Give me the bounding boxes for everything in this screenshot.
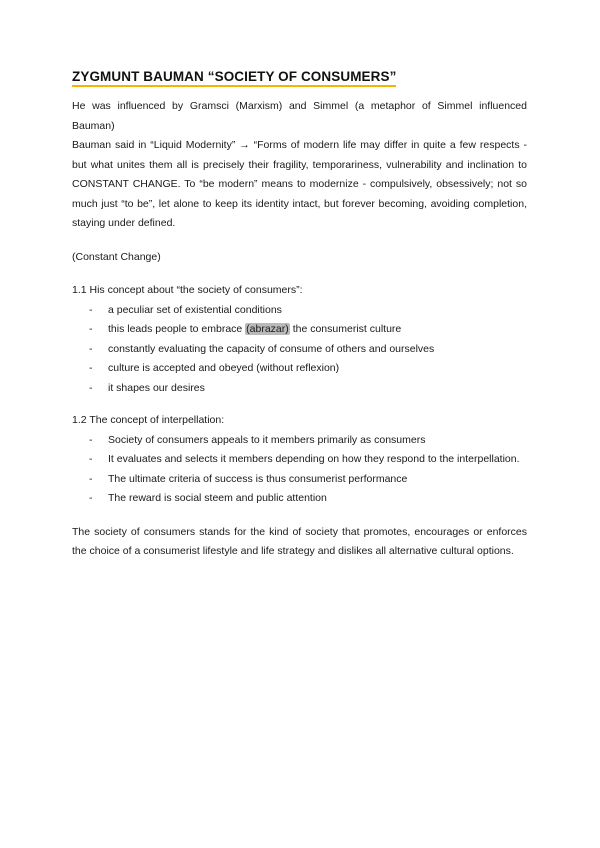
list-item: - it shapes our desires: [72, 379, 527, 399]
list-item: - The reward is social steem and public attention: [72, 489, 527, 509]
section-1-heading: 1.1 His concept about “the society of consumers”:: [72, 284, 303, 296]
list-item: - It evaluates and selects it members depending on how they respond to the interpellation.: [72, 450, 527, 470]
conclusion-paragraph: The society of consumers stands for the kind of society that promotes, encourages or enforces the choice of a consumerist lifestyle and life strategy and dislikes all alternative cultural options.: [72, 525, 527, 557]
dash-bullet: -: [89, 381, 93, 394]
dash-bullet: -: [89, 342, 93, 355]
liquid-modernity-quote: Bauman said in “Liquid Modernity” → “Forms of modern life may differ in quite a few respects - but what unites them all is precisely their fragility, temporariness, vulnerability and inclination to CONSTANT CHANGE. To “be modern” means to modernize - compulsively, obsessively; not so much just “to be”, let alone to keep its identity intact, but forever becoming, avoiding completion, staying under defined.: [72, 139, 527, 229]
list-item: - culture is accepted and obeyed (without reflexion): [72, 359, 527, 379]
highlighted-word: (abrazar): [246, 323, 289, 335]
document-content: [72, 68, 527, 562]
list-item: - constantly evaluating the capacity of consume of others and ourselves: [72, 340, 527, 360]
section-1-list: [72, 301, 527, 399]
dash-bullet: -: [89, 472, 93, 485]
page-title: ZYGMUNT BAUMAN “SOCIETY OF CONSUMERS”: [72, 69, 396, 87]
list-item: - this leads people to embrace (abrazar) the consumerist culture: [72, 320, 527, 340]
dash-bullet: -: [89, 453, 93, 465]
section-2-list: [72, 431, 527, 509]
influence-paragraph: He was influenced by Gramsci (Marxism) and Simmel (a metaphor of Simmel influenced Bauman): [72, 100, 527, 132]
list-item: - a peculiar set of existential conditions: [72, 301, 527, 321]
dash-bullet: -: [89, 323, 93, 335]
dash-bullet: -: [89, 362, 93, 374]
constant-change-note: (Constant Change): [72, 250, 161, 263]
dash-bullet: -: [89, 433, 93, 446]
list-item: - The ultimate criteria of success is thus consumerist performance: [72, 470, 527, 490]
dash-bullet: -: [89, 492, 93, 504]
section-2-heading: 1.2 The concept of interpellation:: [72, 414, 225, 426]
list-item: - Society of consumers appeals to it members primarily as consumers: [72, 431, 527, 451]
dash-bullet: -: [89, 303, 93, 316]
